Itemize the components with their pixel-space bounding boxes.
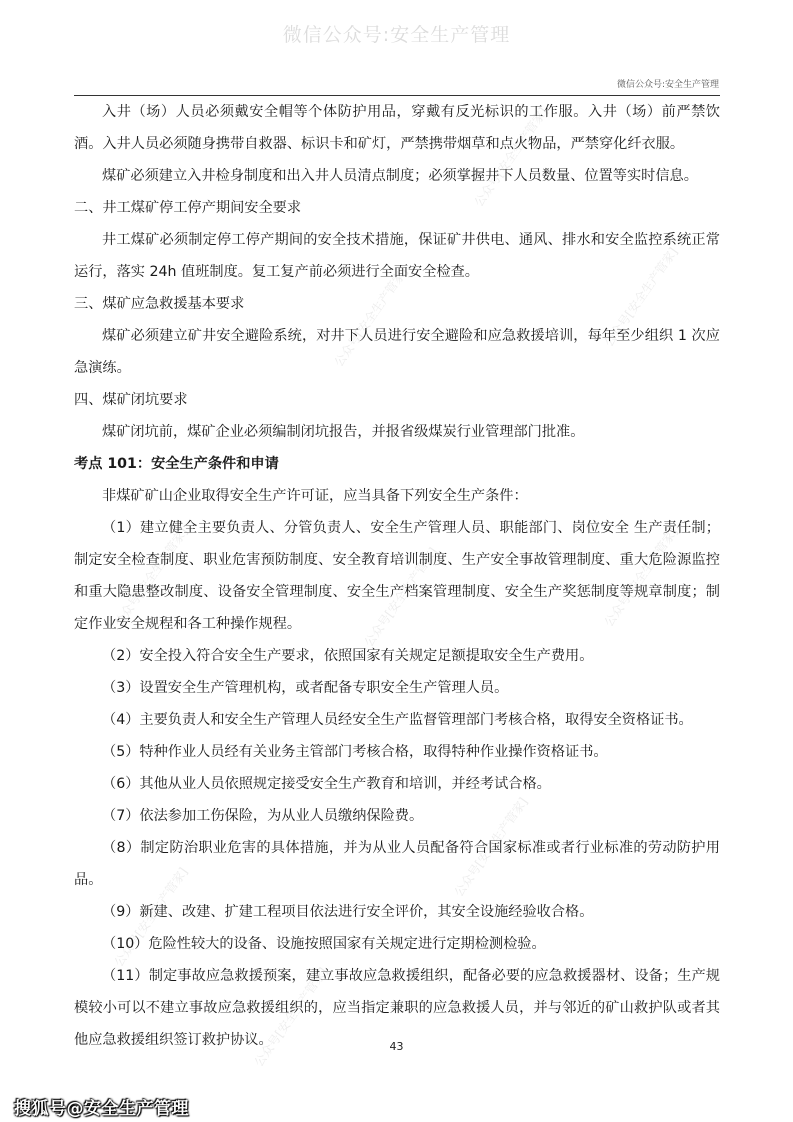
diagonal-watermark: 公众号[安全生产管家]	[251, 964, 331, 1070]
paragraph: （8）制定防治职业危害的具体措施，并为从业人员配备符合国家标准或者行业标准的劳动防护用品。	[74, 840, 720, 888]
paragraph: （3）设置安全生产管理机构，或者配备专职安全生产管理人员。	[102, 680, 509, 696]
source-watermark: 搜狐号@安全生产管理	[14, 1099, 189, 1119]
diagonal-watermark: 公众号[安全生产管家]	[361, 544, 441, 650]
paragraph: （5）特种作业人员经有关业务主管部门考核合格，取得特种作业操作资格证书。	[102, 744, 608, 760]
diagonal-watermark: 公众号[安全生产管家]	[471, 104, 551, 210]
paragraph: （11）制定事故应急救援预案，建立事故应急救援组织，配备必要的应急救援器材、设备；生产规模较小可以不建立事故应急救援组织的，应当指定兼职的应急救援人员，并与邻近的矿山救护队或者其他应急救援组织签订救护协议。	[74, 968, 720, 1048]
paragraph: （7）依法参加工伤保险，为从业人员缴纳保险费。	[102, 808, 424, 824]
header-tag: 微信公众号:安全生产管理	[616, 80, 719, 90]
section-heading: 考点 101：安全生产条件和申请	[74, 456, 279, 472]
diagonal-watermark: 公众号[安全生产管家]	[111, 524, 191, 630]
paragraph: 煤矿闭坑前，煤矿企业必须编制闭坑报告，并报省级煤炭行业管理部门批准。	[102, 424, 585, 440]
subsection-title: 三、煤矿应急救援基本要求	[74, 296, 245, 312]
paragraph: 煤矿必须建立矿井安全避险系统，对井下人员进行安全避险和应急救援培训，每年至少组织 1 次应急演练。	[74, 328, 720, 376]
subsection-title: 四、煤矿闭坑要求	[74, 392, 188, 408]
paragraph: 非煤矿矿山企业取得安全生产许可证，应当具备下列安全生产条件：	[102, 488, 528, 504]
diagonal-watermark: 公众号[安全生产管家]	[601, 524, 681, 630]
watermark-top: 微信公众号:安全生产管理	[282, 24, 511, 46]
paragraph: （1）建立健全主要负责人、分管负责人、安全生产管理人员、职能部门、岗位安全 生产责任制；制定安全检查制度、职业危害预防制度、安全教育培训制度、生产安全事故管理制度、重大危险源监控和重大隐患整改制度、设备安全管理制度、安全生产档案管理制度、安全生产奖惩制度等规章制度；制定作业安全规程和各工种操作规程。	[74, 520, 720, 632]
paragraph: （4）主要负责人和安全生产管理人员经安全生产监督管理部门考核合格，取得安全资格证书。	[102, 712, 693, 728]
subsection-title: 二、井工煤矿停工停产期间安全要求	[74, 200, 302, 216]
paragraph: 入井（场）人员必须戴安全帽等个体防护用品，穿戴有反光标识的工作服。入井（场）前严禁饮酒。入井人员必须随身携带自救器、标识卡和矿灯，严禁携带烟草和点火物品，严禁穿化纤衣服。	[74, 104, 720, 152]
paragraph: 井工煤矿必须制定停工停产期间的安全技术措施，保证矿井供电、通风、排水和安全监控系统正常运行，落实 24h 值班制度。复工复产前必须进行全面安全检查。	[74, 232, 720, 280]
paragraph: （10）危险性较大的设备、设施按照国家有关规定进行定期检测检验。	[102, 936, 546, 952]
diagonal-watermark: 公众号[安全生产管家]	[601, 244, 681, 350]
diagonal-watermark: 公众号[安全生产管家]	[111, 864, 191, 970]
diagonal-watermark: 公众号[安全生产管家]	[451, 794, 531, 900]
page-number: 43	[389, 1040, 404, 1053]
paragraph: （9）新建、改建、扩建工程项目依法进行安全评价，其安全设施经验收合格。	[102, 904, 594, 920]
paragraph: （2）安全投入符合安全生产要求，依照国家有关规定足额提取安全生产费用。	[102, 648, 594, 664]
document-body	[74, 96, 720, 1056]
paragraph: （6）其他从业人员依照规定接受安全生产教育和培训，并经考试合格。	[102, 776, 551, 792]
diagonal-watermark: 公众号[安全生产管家]	[331, 264, 411, 370]
paragraph: 煤矿必须建立入井检身制度和出入井人员清点制度；必须掌握井下人员数量、位置等实时信息。	[102, 168, 698, 184]
